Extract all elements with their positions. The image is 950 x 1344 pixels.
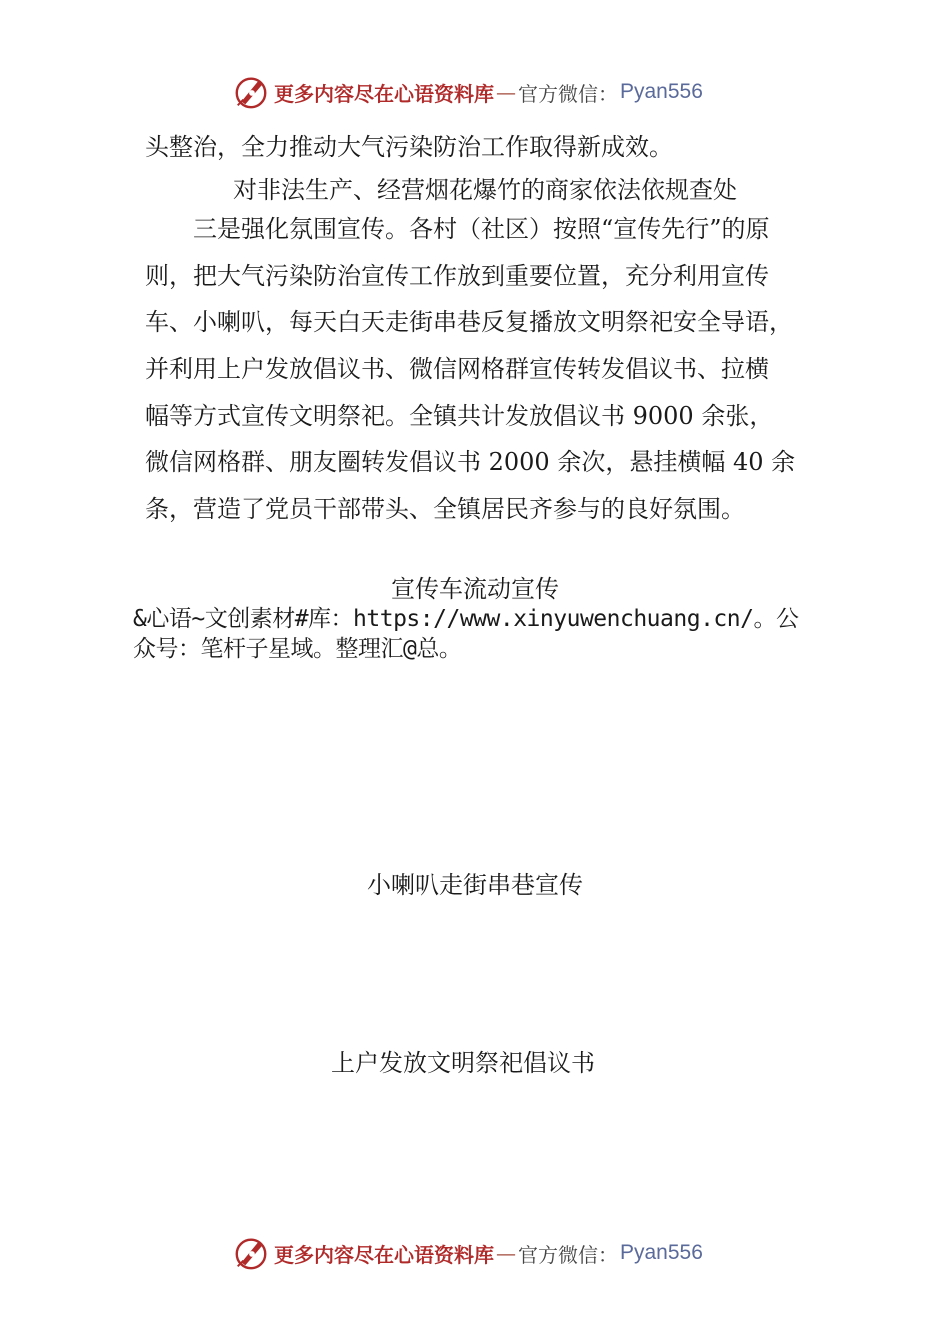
source-note [133, 604, 823, 664]
source-line: &心语~文创素材#库：https://www.xinyuwenchuang.cn/。公 [133, 606, 799, 632]
source-line: 众号：笔杆子星域。整理汇@总。 [133, 636, 462, 662]
header-banner [232, 72, 703, 112]
banner-brand-text: 更多内容尽在心语资料库 [274, 81, 494, 106]
caption-speaker: 小喇叭走街串巷宣传 [367, 871, 583, 899]
banner-wechat-id: Pyan556 [620, 80, 703, 103]
paragraph-continuation: 头整治，全力推动大气污染防治工作取得新成效。 [145, 133, 673, 161]
banner-official-label: 官方微信： [518, 1242, 618, 1267]
banner-brand-text: 更多内容尽在心语资料库 [274, 1242, 494, 1267]
paragraph-line: 车、小喇叭，每天白天走街串巷反复播放文明祭祀安全导语， [145, 308, 793, 337]
paragraph-line: 条，营造了党员干部带头、全镇居民齐参与的良好氛围。 [145, 495, 745, 524]
paragraph-line: 幅等方式宣传文明祭祀。全镇共计发放倡议书 9000 余张， [145, 401, 774, 430]
banner-separator: — [496, 80, 516, 104]
caption-inspection: 对非法生产、经营烟花爆竹的商家依法依规查处 [233, 176, 737, 204]
pen-nib-logo-icon [232, 1234, 270, 1272]
paragraph-line: 微信网格群、朋友圈转发倡议书 2000 余次，悬挂横幅 40 余 [145, 448, 796, 477]
paragraph-line: 三是强化氛围宣传。各村（社区）按照“宣传先行”的原 [145, 215, 770, 243]
paragraph-line: 并利用上户发放倡议书、微信网格群宣传转发倡议书、拉横 [145, 355, 769, 384]
banner-official-label: 官方微信： [518, 81, 618, 106]
banner-separator: — [496, 1241, 516, 1265]
caption-proposal: 上户发放文明祭祀倡议书 [331, 1049, 595, 1077]
footer-banner [232, 1233, 703, 1273]
pen-nib-logo-icon [232, 73, 270, 111]
paragraph-publicity [145, 206, 805, 533]
banner-wechat-id: Pyan556 [620, 1241, 703, 1264]
paragraph-line: 则，把大气污染防治宣传工作放到重要位置，充分利用宣传 [145, 261, 769, 290]
caption-vehicle: 宣传车流动宣传 [391, 575, 559, 603]
